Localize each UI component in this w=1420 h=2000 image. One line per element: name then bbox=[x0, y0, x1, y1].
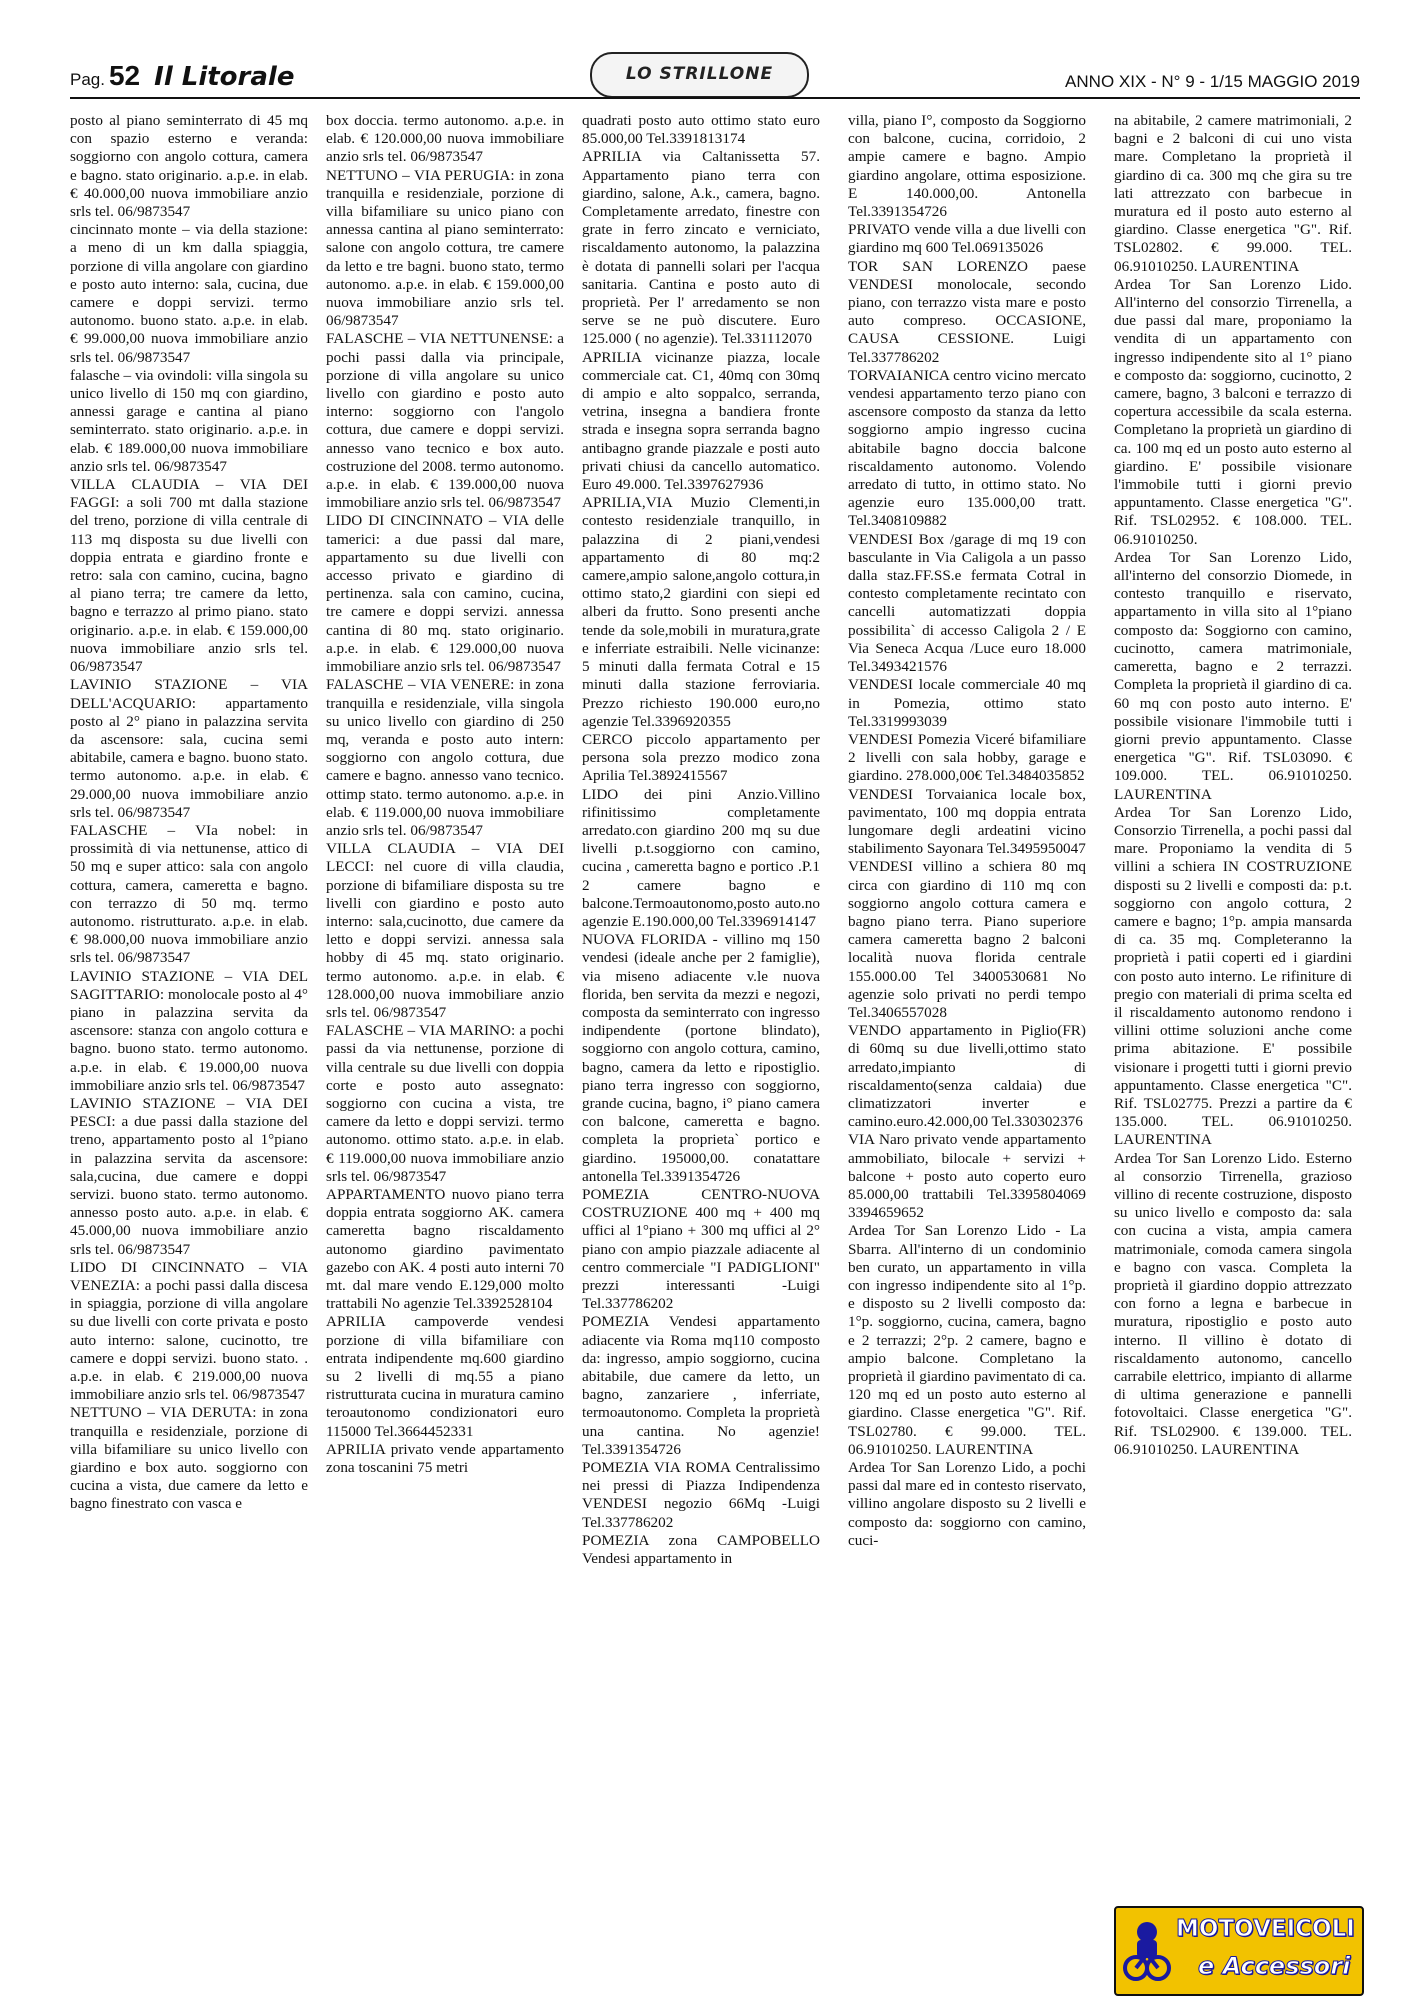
page-number: 52 bbox=[108, 60, 141, 91]
ad-paragraph: VENDESI villino a schiera 80 mq circa con giardino di 110 mq con soggiorno angolo cottura camera e bagno piano terra. Piano superiore camera cameretta bagno 2 balconi località nuova florida centrale 155.000.00 Tel 3400530681 No agenzie solo privati no perdi tempo Tel.3406557028 bbox=[848, 858, 1086, 1021]
motorcycle-icon bbox=[1122, 1918, 1172, 1986]
ad-paragraph: NETTUNO – VIA PERUGIA: in zona tranquilla e residenziale, porzione di villa bifamiliare su unico piano con annessa cantina al piano seminterrato: salone con angolo cottura, tre camere da letto e tre bagni. buono stato, termo autonomo. a.p.e. in elab. € 159.000,00 nuova immobiliare anzio srls tel. 06/9873547 bbox=[326, 166, 564, 330]
ad-paragraph: FALASCHE – VIA NETTUNENSE: a pochi passi dalla via principale, porzione di villa angolare su unico livello con giardino e posto auto interno: soggiorno con l'angolo cottura, due camere e doppi servizi. annesso vano tecnico e box auto. costruzione del 2008. termo autonomo. a.p.e. in elab. € 139.000,00 nuova immobiliare anzio srls tel. 06/9873547 bbox=[326, 330, 564, 512]
ad-paragraph: posto al piano seminterrato di 45 mq con spazio esterno e veranda: soggiorno con angolo cottura, camera e bagno. stato originario. a.p.e. in elab. € 40.000,00 nuova immobiliare anzio srls tel. 06/9873547 bbox=[70, 112, 308, 221]
ad-paragraph: APPARTAMENTO nuovo piano terra doppia entrata soggiorno AK. camera cameretta bagno riscaldamento autonomo giardino pavimentato gazebo con AK. 4 posti auto interni 70 mt. dal mare vendo E.129,000 molto trattabili No agenzie Tel.3392528104 bbox=[326, 1185, 564, 1313]
ad-paragraph: FALASCHE – VIa nobel: in prossimità di via nettunense, attico di 50 mq e super attico: sala con angolo cottura, camera, cameretta e bagno. con terrazzo di 50 mq. termo autonomo. ristrutturato. a.p.e. in elab. € 98.000,00 nuova immobiliare anzio srls tel. 06/9873547 bbox=[70, 821, 308, 967]
ad-paragraph: LAVINIO STAZIONE – VIA DEL SAGITTARIO: monolocale posto al 4° piano in palazzina servita da ascensore: stanza con angolo cottura e bagno. buono stato. termo autonomo. a.p.e. in elab. € 19.000,00 nuova immobiliare anzio srls tel. 06/9873547 bbox=[70, 967, 308, 1094]
ads-column-2 bbox=[326, 112, 564, 1982]
ads-column-4 bbox=[848, 112, 1086, 1982]
ad-paragraph: POMEZIA Vendesi appartamento adiacente via Roma mq110 composto da: ingresso, ampio soggiorno, cucina abitabile, due camere da letto, un bagno, zanzariere , inferriate, termoautonomo. Completa la proprietà una cantina. No agenzie! Tel.3391354726 bbox=[582, 1313, 820, 1458]
issue-info: ANNO XIX - N° 9 - 1/15 MAGGIO 2019 bbox=[1065, 72, 1360, 91]
banner-title: MOTOVEICOLI bbox=[1176, 1916, 1355, 1942]
motoveicoli-banner bbox=[1114, 1906, 1364, 1996]
ad-paragraph: LAVINIO STAZIONE – VIA DEI PESCI: a due passi dalla stazione del treno, appartamento posto al 1°piano in palazzina servita da ascensore: sala,cucina, due camere e doppi servizi. buono stato. termo autonomo. annesso posto auto. a.p.e. in elab. € 45.000,00 nuova immobiliare anzio srls tel. 06/9873547 bbox=[70, 1094, 308, 1258]
ad-paragraph: na abitabile, 2 camere matrimoniali, 2 bagni e 2 balconi di cui uno vista mare. Completano la proprietà il giardino di ca. 300 mq che gira su tre lati attrezzato con barbecue in muratura ed il posto auto esterno al giardino. Classe energetica "G". Rif. TSL02802. € 99.000. TEL. 06.91010250. LAURENTINA bbox=[1114, 112, 1352, 275]
ad-paragraph: POMEZIA zona CAMPOBELLO Vendesi appartamento in bbox=[582, 1531, 820, 1568]
ad-paragraph: Ardea Tor San Lorenzo Lido. Esterno al consorzio Tirrenella, grazioso villino di recente costruzione, disposto su unico livello e composto da: sala con cucina a vista, ampia camera matrimoniale, comoda camera singola e bagno con vasca. Completa la proprietà il giardino doppio attrezzato con forno a legna e barbecue in muratura, ripostiglio e posto auto interno. Il villino è dotato di riscaldamento autonomo, cancello carrabile elettrico, impianto di allarme di ultima generazione e pannelli fotovoltaici. Classe energetica "G". Rif. TSL02900. € 139.000. TEL. 06.91010250. LAURENTINA bbox=[1114, 1149, 1352, 1458]
ad-paragraph: Ardea Tor San Lorenzo Lido, Consorzio Tirrenella, a pochi passi dal mare. Proponiamo la vendita di 5 villini a schiera IN COSTRUZIONE disposti su 2 livelli e composti da: p.t. soggiorno con angolo cottura, 2 camere e bagno; 1°p. ampia mansarda di ca. 35 mq. Completeranno la proprietà i patii coperti ed i giardini con posto auto interno. Le rifiniture di pregio con materiali di prima scelta ed il riscaldamento autonomo rendono i villini ottime soluzioni anche come prima abitazione. E' possibile visionare i progetti tutti i giorni previo appuntamento. Classe energetica "C". Rif. TSL02775. Prezzi a partire da € 135.000. TEL. 06.91010250. LAURENTINA bbox=[1114, 803, 1352, 1149]
ad-paragraph: APRILIA vicinanze piazza, locale commerciale cat. C1, 40mq con 30mq di ampio e alto soppalco, serranda, vetrina, insegna a bandiera fronte strada e insegna sopra serranda bagno antibagno grande piazzale e posti auto privati chiusi da cancello automatico. Euro 49.000. Tel.3397627936 bbox=[582, 348, 820, 494]
pag-label: Pag. bbox=[70, 70, 105, 89]
logo-text: LO STRILLONE bbox=[625, 64, 774, 84]
newspaper-name: Il Litorale bbox=[154, 62, 295, 92]
ad-paragraph: POMEZIA CENTRO-NUOVA COSTRUZIONE 400 mq + 400 mq uffici al 1°piano + 300 mq uffici al 2° piano con ampio piazzale adiacente al centro commerciale "I PADIGLIONI" prezzi interessanti -Luigi Tel.337786202 bbox=[582, 1185, 820, 1313]
ad-paragraph: NUOVA FLORIDA - villino mq 150 vendesi (ideale anche per 2 famiglie), via miseno adiacente v.le nuova florida, ben servita da mezzi e negozi, composta da seminterrato con ingresso indipendente (portone blindato), soggiorno con angolo cottura, camino, bagno, camera da letto e ripostiglio. piano terra ingresso con soggiorno, grande cucina, bagno, i° piano camera con balcone, cameretta e bagno. completa la proprieta` portico e giardino. 195000,00. conatattare antonella Tel.3391354726 bbox=[582, 931, 820, 1185]
ad-paragraph: CERCO piccolo appartamento per persona sola prezzo modico zona Aprilia Tel.3892415567 bbox=[582, 730, 820, 785]
ad-paragraph: VENDO appartamento in Piglio(FR) di 60mq su due livelli,ottimo stato arredato,impianto di riscaldamento(senza caldaia) due climatizzatori inverter e camino.euro.42.000,00 Tel.330302376 bbox=[848, 1022, 1086, 1131]
ad-paragraph: POMEZIA VIA ROMA Centralissimo nei pressi di Piazza Indipendenza VENDESI negozio 66Mq -Luigi Tel.337786202 bbox=[582, 1459, 820, 1531]
ad-paragraph: VENDESI Pomezia Viceré bifamiliare 2 livelli con sala hobby, garage e giardino. 278.000,00€ Tel.3484035852 bbox=[848, 730, 1086, 785]
ad-paragraph: VENDESI Box /garage di mq 19 con basculante in Via Caligola a un passo dalla staz.FF.SS.e fermata Cotral in contesto completamente recintato con cancelli automatizzati doppia possibilita` di accesso Caligola 2 / E Via Seneca Acqua /Luce euro 18.000 Tel.3493421576 bbox=[848, 530, 1086, 676]
ad-paragraph: NETTUNO – VIA DERUTA: in zona tranquilla e residenziale, porzione di villa bifamiliare su unico livello con giardino e box auto. soggiorno con cucina a vista, due camere da letto e bagno finestrato con vasca e bbox=[70, 1404, 308, 1513]
ads-column-1 bbox=[70, 112, 308, 1982]
page-label bbox=[70, 60, 294, 92]
ad-paragraph: box doccia. termo autonomo. a.p.e. in elab. € 120.000,00 nuova immobiliare anzio srls tel. 06/9873547 bbox=[326, 112, 564, 166]
ad-paragraph: APRILIA,VIA Muzio Clementi,in contesto residenziale tranquillo, in palazzina di 2 piani,vendesi appartamento di 80 mq:2 camere,ampio salone,angolo cottura,in ottimo stato,2 giardini con siepi ed alberi da frutto. Sono presenti anche tende da sole,mobili in muratura,grate e inferriate estraibili. Nelle vicinanze: 5 minuti dalla fermata Cotral e 15 minuti dalla stazione ferroviaria. Prezzo richiesto 190.000 euro,no agenzie Tel.3396920355 bbox=[582, 494, 820, 730]
lo-strillone-logo bbox=[590, 52, 809, 98]
ad-paragraph: TOR SAN LORENZO paese VENDESI monolocale, secondo piano, con terrazzo vista mare e posto auto compreso. OCCASIONE, CAUSA CESSIONE. Luigi Tel.337786202 bbox=[848, 257, 1086, 366]
header-rule bbox=[70, 97, 1360, 99]
ad-paragraph: VIA Naro privato vende appartamento ammobiliato, bilocale + servizi + balcone + posto auto coperto euro 85.000,00 trattabili Tel.3395804069 3394659652 bbox=[848, 1131, 1086, 1222]
ad-paragraph: VENDESI Torvaianica locale box, pavimentato, 100 mq doppia entrata lungomare degli ardeatini vicino stabilimento Sayonara Tel.3495950047 bbox=[848, 785, 1086, 858]
ad-paragraph: Ardea Tor San Lorenzo Lido, all'interno del consorzio Diomede, in contesto tranquillo e riservato, appartamento in villa sito al 1°piano composto da: Soggiorno con camino, cucinotto, camera matrimoniale, cameretta, bagno e 2 terrazzi. Completa la proprietà il giardino di ca. 60 mq con posto auto interno. E' possibile visionare l'immobile tutti i giorni previo appuntamento. Classe energetica "G". Rif. TSL03090. € 109.000. TEL. 06.91010250. LAURENTINA bbox=[1114, 548, 1352, 803]
ad-paragraph: falasche – via ovindoli: villa singola su unico livello di 150 mq con giardino, annessi garage e cantina al piano seminterrato. stato originario. a.p.e. in elab. € 189.000,00 nuova immobiliare anzio srls tel. 06/9873547 bbox=[70, 366, 308, 475]
ads-column-3 bbox=[582, 112, 820, 1982]
ad-paragraph: VILLA CLAUDIA – VIA DEI LECCI: nel cuore di villa claudia, porzione di bifamiliare disposta su tre livelli con giardino e posto auto interno: sala,cucinotto, due camere da letto e doppi servizi. annessa sala hobby di 45 mq. stato originario. termo autonomo. a.p.e. in elab. € 128.000,00 nuova immobiliare anzio srls tel. 06/9873547 bbox=[326, 840, 564, 1021]
ad-paragraph: FALASCHE – VIA MARINO: a pochi passi da via nettunense, porzione di villa centrale su due livelli con doppia corte e posto auto assegnato: soggiorno con cucina a vista, tre camere da letto e doppi servizi. termo autonomo. ottimo stato. a.p.e. in elab. € 119.000,00 nuova immobiliare anzio srls tel. 06/9873547 bbox=[326, 1022, 564, 1185]
ad-paragraph: Ardea Tor San Lorenzo Lido. All'interno del consorzio Tirrenella, a due passi dal mare, proponiamo la vendita di un appartamento con ingresso indipendente sito al 1° piano e composto da: soggiorno, cucinotto, 2 camere, bagno, 3 balconi e terrazzo di copertura accessibile da scala esterna. Completano la proprietà un giardino di ca. 100 mq ed un posto auto esterno al giardino. E' possibile visionare l'immobile tutti i giorni previo appuntamento. Classe energetica "G". Rif. TSL02952. € 108.000. TEL. 06.91010250. bbox=[1114, 275, 1352, 548]
ad-paragraph: TORVAIANICA centro vicino mercato vendesi appartamento terzo piano con ascensore composto da stanza da letto soggiorno ampio ingresso cucina abitabile bagno doccia balcone riscaldamento autonomo. Volendo arredato di tutto, in ottimo stato. No agenzie euro 135.000,00 tratt. Tel.3408109882 bbox=[848, 366, 1086, 530]
ad-paragraph: quadrati posto auto ottimo stato euro 85.000,00 Tel.3391813174 bbox=[582, 112, 820, 148]
ad-paragraph: VENDESI locale commerciale 40 mq in Pomezia, ottimo stato Tel.3319993039 bbox=[848, 676, 1086, 730]
ad-paragraph: PRIVATO vende villa a due livelli con giardino mq 600 Tel.069135026 bbox=[848, 221, 1086, 257]
page-header bbox=[70, 58, 1360, 96]
ad-paragraph: Ardea Tor San Lorenzo Lido - La Sbarra. All'interno di un condominio ben curato, un appartamento in villa con ingresso indipendente sito al 1°p. e disposto su 2 livelli composto da: 1°p. soggiorno, cucina, camera, bagno e 2 terrazzi; 2°p. 2 camere, bagno e ampio balcone. Completano la proprietà il giardino pavimentato di ca. 120 mq ed un posto auto esterno al giardino. Classe energetica "G". Rif. TSL02780. € 99.000. TEL. 06.91010250. LAURENTINA bbox=[848, 1222, 1086, 1458]
ads-column-5 bbox=[1114, 112, 1352, 1982]
ad-paragraph: villa, piano I°, composto da Soggiorno con balcone, cucina, corridoio, 2 ampie camere e bagno. Ampio giardino angolare, ottima esposizione. E 140.000,00. Antonella Tel.3391354726 bbox=[848, 112, 1086, 221]
ad-paragraph: APRILIA campoverde vendesi porzione di villa bifamiliare con entrata indipendente mq.600 giardino su 2 livelli di mq.55 a piano ristrutturata cucina in muratura camino teroautonomo condizionatori euro 115000 Tel.3664452331 bbox=[326, 1313, 564, 1440]
ad-paragraph: Ardea Tor San Lorenzo Lido, a pochi passi dal mare ed in contesto riservato, villino angolare disposto su 2 livelli e composto da: soggiorno con camino, cuci- bbox=[848, 1459, 1086, 1549]
ad-paragraph: VILLA CLAUDIA – VIA DEI FAGGI: a soli 700 mt dalla stazione del treno, porzione di villa centrale di 113 mq disposta su due livelli con doppia entrata e giardino fronte e retro: sala con camino, cucina, bagno al piano terra; tre camere da letto, bagno e terrazzo al primo piano. stato originario. a.p.e. in elab. € 159.000,00 nuova immobiliare anzio srls tel. 06/9873547 bbox=[70, 476, 308, 676]
ad-paragraph: LIDO DI CINCINNATO – VIA VENEZIA: a pochi passi dalla discesa in spiaggia, porzione di villa angolare su due livelli con corte privata e posto auto interno: salone, cucinotto, tre camere e doppi servizi. buono stato. . a.p.e. in elab. € 219.000,00 nuova immobiliare anzio srls tel. 06/9873547 bbox=[70, 1258, 308, 1404]
ad-paragraph: LAVINIO STAZIONE – VIA DELL'ACQUARIO: appartamento posto al 2° piano in palazzina servita da ascensore: sala, cucina semi abitabile, camera e bagno. buono stato. termo autonomo. a.p.e. in elab. € 29.000,00 nuova immobiliare anzio srls tel. 06/9873547 bbox=[70, 676, 308, 821]
ad-paragraph: APRILIA privato vende appartamento zona toscanini 75 metri bbox=[326, 1440, 564, 1477]
ad-paragraph: APRILIA via Caltanissetta 57. Appartamento piano terra con giardino, salone, A.k., camera, bagno. Completamente arredato, finestre con grate in ferro zincato e verniciato, riscaldamento autonomo, la palazzina è dotata di pannelli solari per l'acqua sanitaria. Cantina e posto auto di proprietà. Per l' arredamento se non serve se ne può discutere. Euro 125.000 ( no agenzie). Tel.331112070 bbox=[582, 148, 820, 348]
ad-paragraph: LIDO dei pini Anzio.Villino rifinitissimo completamente arredato.con giardino 200 mq su due livelli p.t.soggiorno con camino, cucina , cameretta bagno e portico .P.1 2 camere bagno e balcone.Termoautonomo,posto auto.no agenzie E.190.000,00 Tel.3396914147 bbox=[582, 785, 820, 930]
ad-paragraph: LIDO DI CINCINNATO – VIA delle tamerici: a due passi dal mare, appartamento su due livelli con accesso privato e giardino di pertinenza. sala con camino, cucina, tre camere e doppi servizi. annessa cantina di 80 mq. stato originario. a.p.e. in elab. € 129.000,00 nuova immobiliare anzio srls tel. 06/9873547 bbox=[326, 512, 564, 676]
banner-subtitle: e Accessori bbox=[1198, 1952, 1351, 1980]
ad-paragraph: FALASCHE – VIA VENERE: in zona tranquilla e residenziale, villa singola su unico livello con giardino di 250 mq, veranda e posto auto intern: soggiorno con angolo cottura, due camere e bagno. annesso vano tecnico. ottimp stato. termo autonomo. a.p.e. in elab. € 119.000,00 nuova immobiliare anzio srls tel. 06/9873547 bbox=[326, 676, 564, 839]
ad-paragraph: cincinnato monte – via della stazione: a meno di un km dalla spiaggia, porzione di villa angolare con giardino e posto auto interno: sala, cucina, due camere e doppi servizi. termo autonomo. buono stato. a.p.e. in elab. € 99.000,00 nuova immobiliare anzio srls tel. 06/9873547 bbox=[70, 221, 308, 366]
